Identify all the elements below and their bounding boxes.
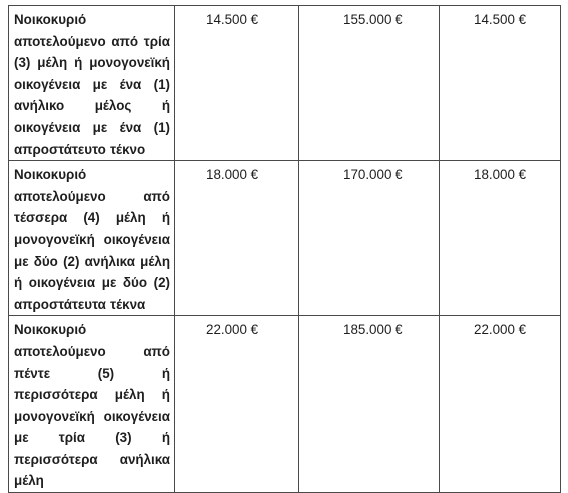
household-description-cell xyxy=(9,161,175,316)
third-limit-cell xyxy=(440,6,561,161)
household-description: Νοικοκυριό αποτελούμενο από τρία (3) μέλη ή μονογονεϊκή οικογένεια με ένα (1) ανήλικο μέλος ή οικογένεια με ένα (1) απροστάτευτο τέκνο xyxy=(14,12,170,157)
income-limit-cell xyxy=(175,6,299,161)
table-row xyxy=(9,161,561,316)
property-limit-value: 170.000 € xyxy=(343,167,403,183)
income-limit-value: 22.000 € xyxy=(206,322,259,338)
property-limit-value: 185.000 € xyxy=(343,322,403,338)
table-row xyxy=(9,6,561,161)
income-limits-table xyxy=(8,5,561,493)
third-limit-value: 18.000 € xyxy=(474,167,527,183)
third-limit-cell xyxy=(440,161,561,316)
income-limit-value: 18.000 € xyxy=(206,167,259,183)
household-description: Νοικοκυριό αποτελούμενο από πέντε (5) ή περισσότερα μέλη ή μονογονεϊκή οικογένεια με τρία (3) ή περισσότερα ανήλικα μέλη xyxy=(14,322,170,489)
property-limit-cell xyxy=(299,316,440,493)
property-limit-cell xyxy=(299,161,440,316)
third-limit-cell xyxy=(440,316,561,493)
table-row xyxy=(9,316,561,493)
income-limit-value: 14.500 € xyxy=(206,12,259,27)
income-limit-cell xyxy=(175,316,299,493)
household-description: Νοικοκυριό αποτελούμενο από τέσσερα (4) μέλη ή μονογονεϊκή οικογένεια με δύο (2) ανήλικα μέλη ή οικογένεια με δύο (2) απροστάτευτα τέκνα xyxy=(14,167,170,312)
household-description-cell xyxy=(9,6,175,161)
property-limit-cell xyxy=(299,6,440,161)
property-limit-value: 155.000 € xyxy=(343,12,403,27)
income-limit-cell xyxy=(175,161,299,316)
third-limit-value: 22.000 € xyxy=(474,322,527,338)
third-limit-value: 14.500 € xyxy=(474,12,527,27)
household-description-cell xyxy=(9,316,175,493)
